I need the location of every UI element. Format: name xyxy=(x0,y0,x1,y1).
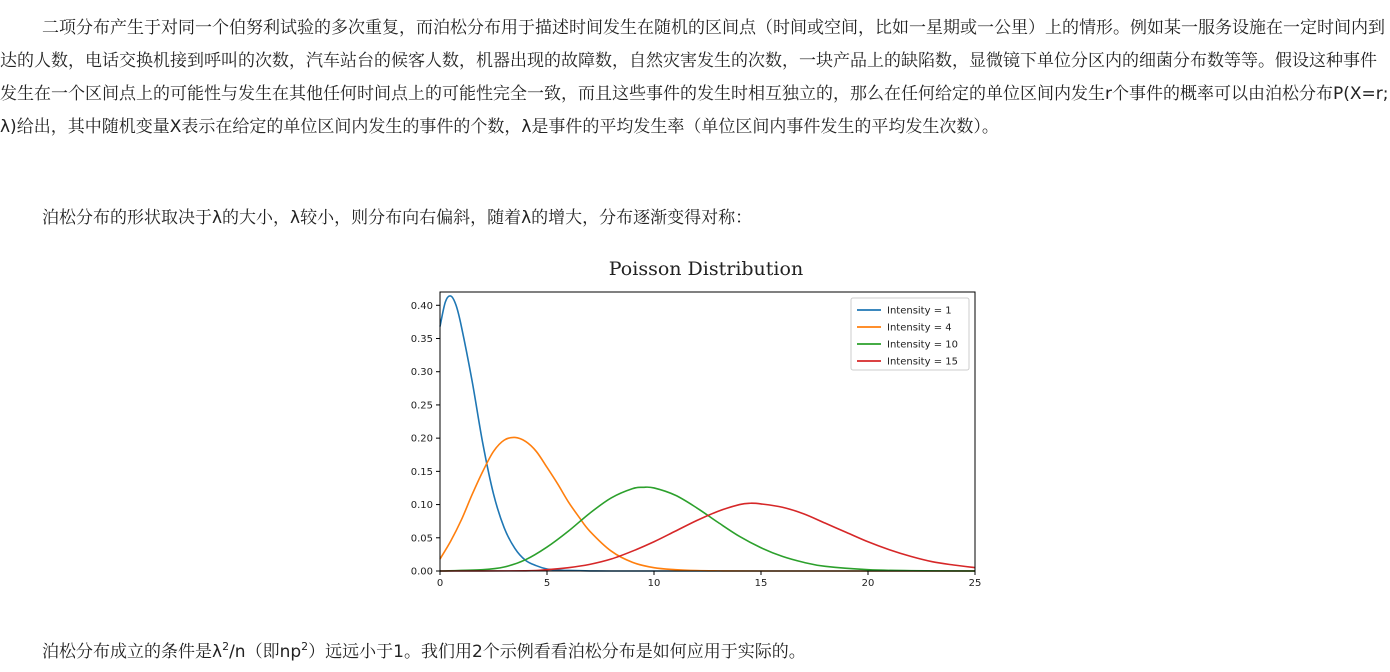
legend-label: Intensity = 4 xyxy=(887,322,952,334)
x-tick-label: 25 xyxy=(968,578,982,589)
y-tick-label: 0.20 xyxy=(410,433,433,445)
series-line-4 xyxy=(440,503,975,571)
y-tick-label: 0.40 xyxy=(410,300,433,312)
y-tick-label: 0.35 xyxy=(410,334,433,345)
condition-text-b: /n（即np xyxy=(229,642,302,662)
y-tick-label: 0.15 xyxy=(410,466,433,478)
x-tick-label: 15 xyxy=(754,578,768,589)
y-tick-label: 0.25 xyxy=(410,400,433,412)
legend-label: Intensity = 15 xyxy=(887,356,958,368)
x-tick-label: 5 xyxy=(543,578,551,589)
y-tick-label: 0.05 xyxy=(410,533,433,545)
intro-paragraph: 二项分布产生于对同一个伯努利试验的多次重复，而泊松分布用于描述时间发生在随机的区间点（时间或空间，比如一星期或一公里）上的情形。例如某一服务设施在一定时间内到达的人数，电话交换机接到呼叫的次数，汽车站台的候客人数，机器出现的故障数，自然灾害发生的次数，一块产品上的缺陷数，显微镜下单位分区内的细菌分布数等等。假设这种事件发生在一个区间点上的可能性与发生在其他任何时间点上的可能性完全一致，而且这些事件的发生时相互独立的，那么在任何给定的单位区间内发生r个事件的概率可以由泊松分布P(X=r; λ)给出，其中随机变量X表示在给定的单位区间内发生的事件的个数，λ是事件的平均发生率（单位区间内事件发生的平均发生次数）。 xyxy=(0,18,1389,137)
x-tick-label: 20 xyxy=(861,578,875,589)
x-tick-label: 0 xyxy=(436,578,444,589)
legend-label: Intensity = 1 xyxy=(887,305,952,317)
series-line-3 xyxy=(440,487,975,571)
y-tick-label: 0.00 xyxy=(410,566,433,578)
legend-label: Intensity = 10 xyxy=(887,339,958,351)
superscript-two: 2 xyxy=(301,640,309,653)
chart-title: Poisson Distribution xyxy=(608,258,804,280)
poisson-distribution-chart xyxy=(395,252,995,602)
y-tick-label: 0.10 xyxy=(410,500,433,512)
chart-svg xyxy=(395,252,995,602)
shape-description-paragraph: 泊松分布的形状取决于λ的大小，λ较小，则分布向右偏斜，随着λ的增大，分布逐渐变得对称： xyxy=(42,208,753,228)
condition-text-a: 泊松分布成立的条件是λ xyxy=(42,642,223,662)
x-tick-label: 10 xyxy=(647,578,661,589)
y-tick-label: 0.30 xyxy=(410,367,433,379)
superscript-two: 2 xyxy=(222,640,230,653)
condition-text-c: ）远远小于1。我们用2个示例看看泊松分布是如何应用于实际的。 xyxy=(308,642,806,662)
condition-paragraph xyxy=(0,636,1390,670)
